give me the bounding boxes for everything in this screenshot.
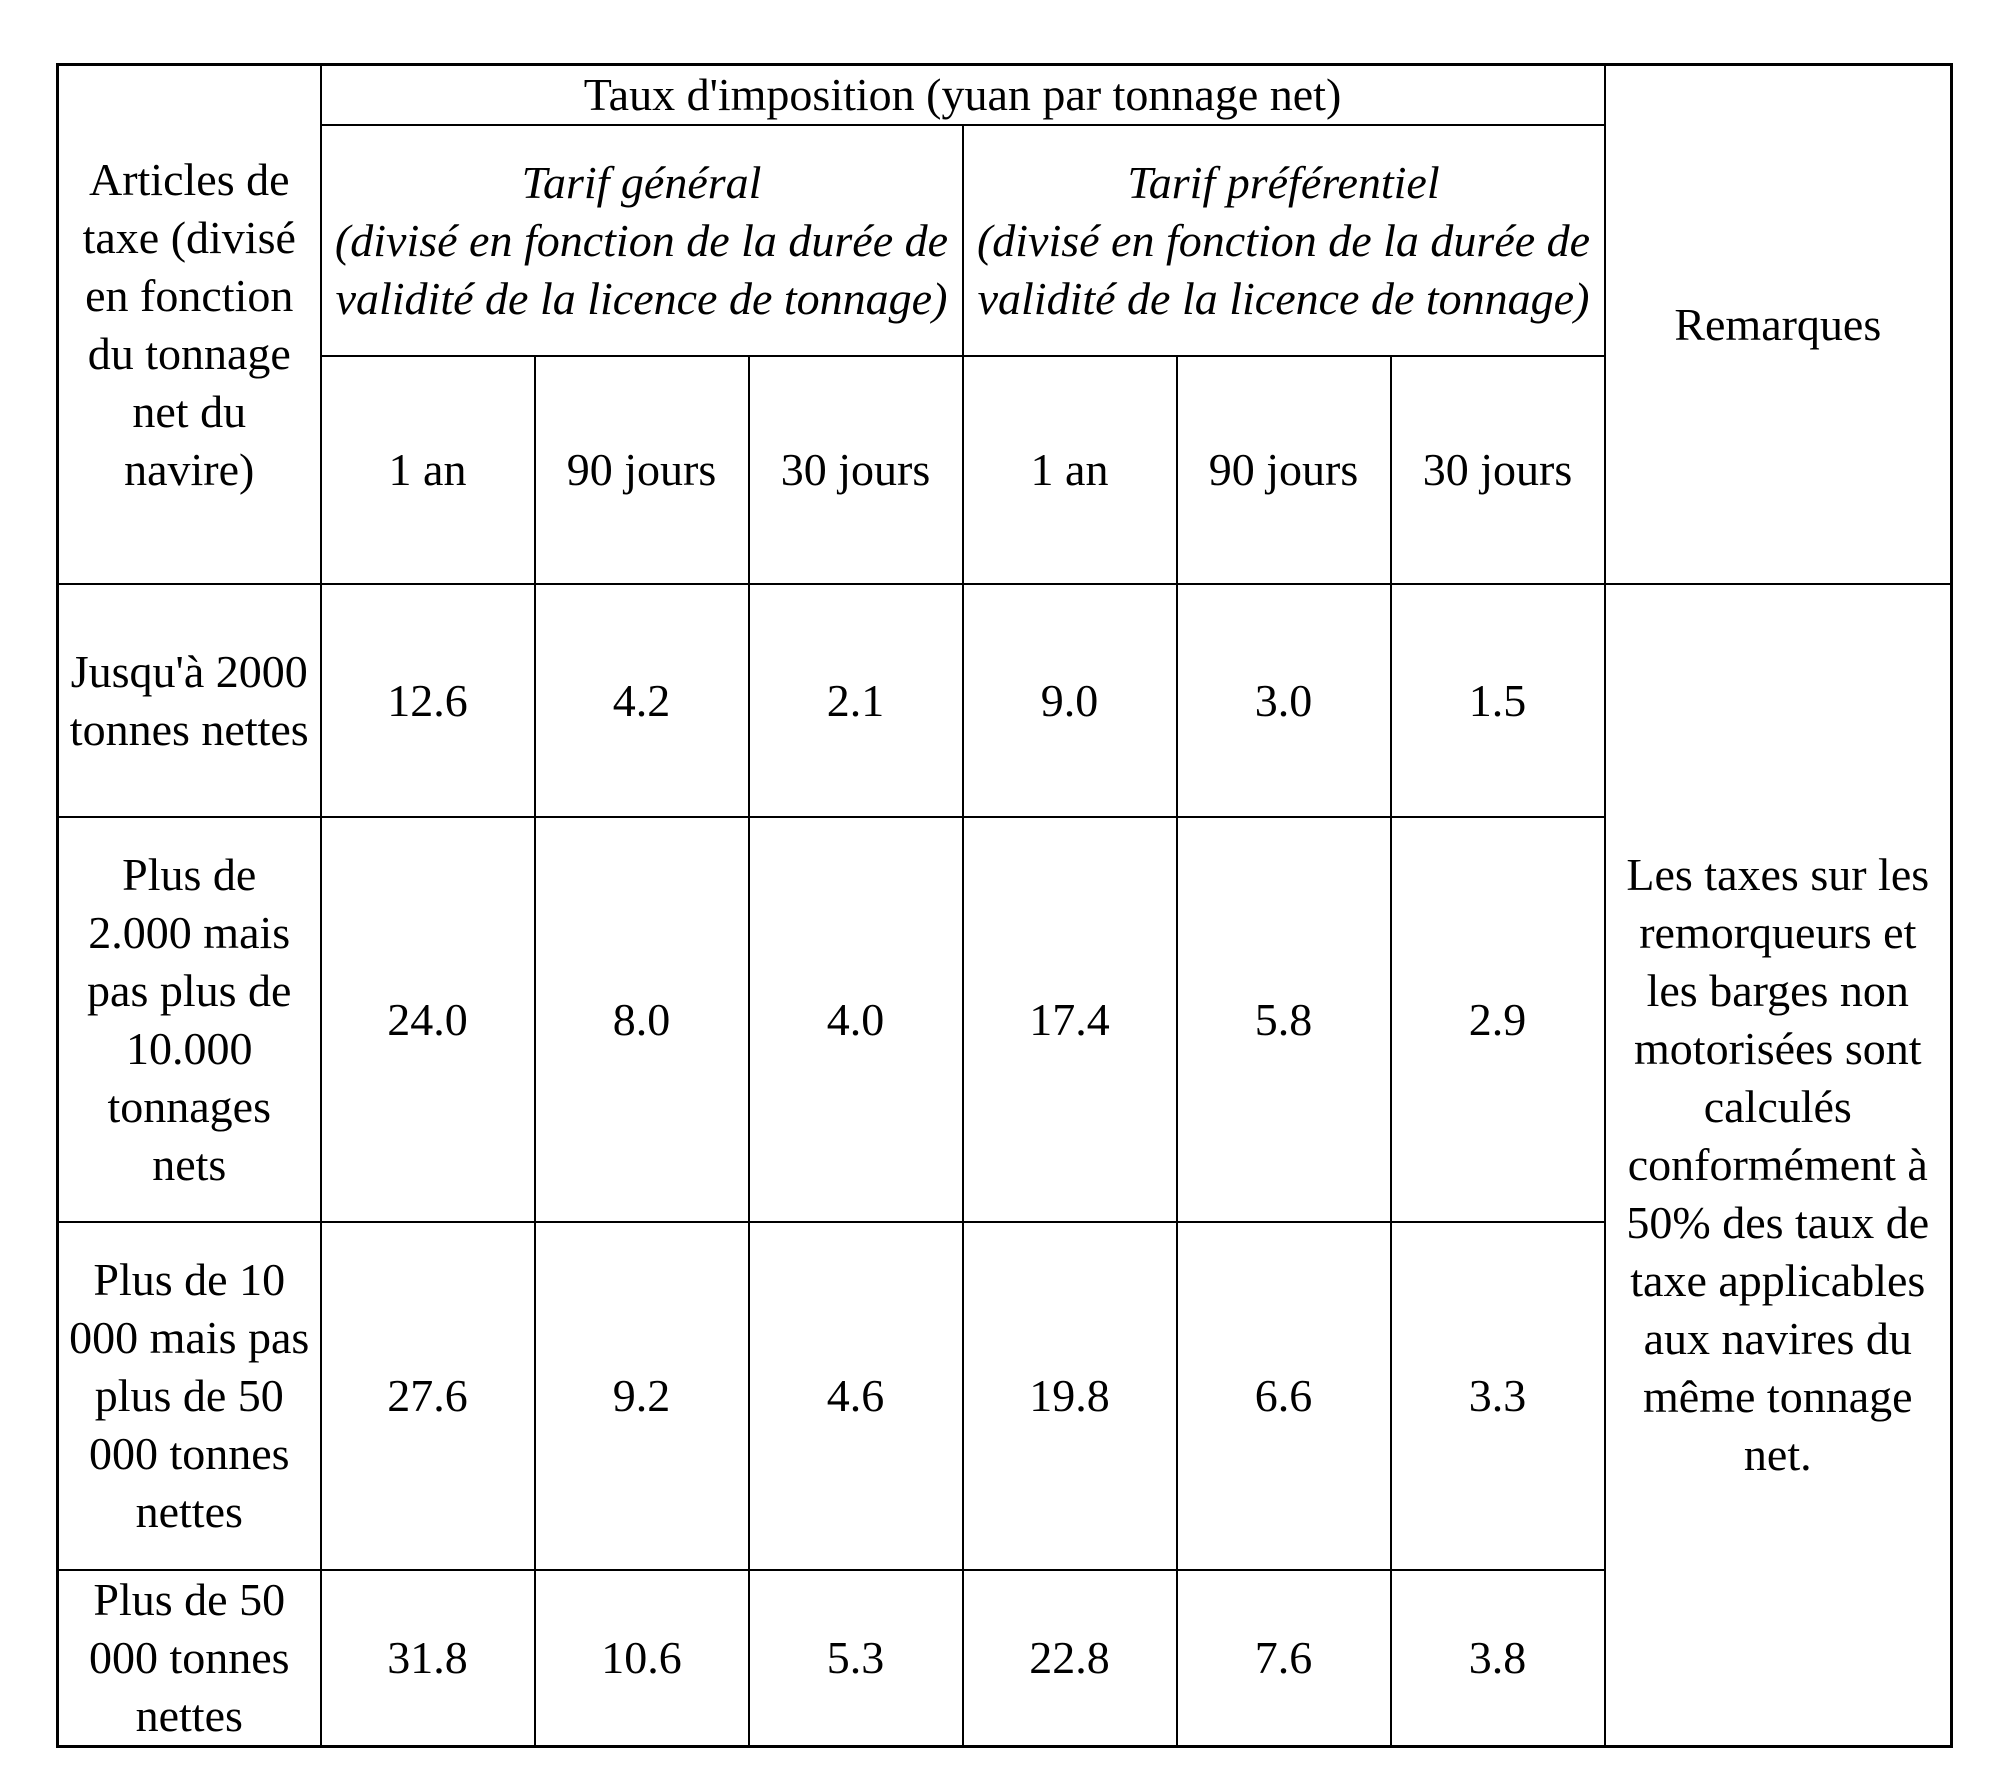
row-label: Jusqu'à 2000 tonnes nettes (58, 584, 321, 817)
articles-header: Articles de taxe (divisé en fonction du tonnage net du navire) (58, 65, 321, 585)
rate-cell: 12.6 (321, 584, 535, 817)
rate-cell: 5.8 (1177, 817, 1391, 1222)
rate-cell: 19.8 (963, 1222, 1177, 1570)
rate-cell: 27.6 (321, 1222, 535, 1570)
rate-cell: 9.0 (963, 584, 1177, 817)
tax-rate-header: Taux d'imposition (yuan par tonnage net) (321, 65, 1605, 126)
rate-cell: 7.6 (1177, 1570, 1391, 1747)
rate-cell: 17.4 (963, 817, 1177, 1222)
general-tariff-subtitle: (divisé en fonction de la durée de validité de la licence de tonnage) (334, 214, 949, 324)
period-preferential-90-days: 90 jours (1177, 356, 1391, 584)
preferential-tariff-title: Tarif préférentiel (1127, 156, 1440, 208)
period-general-1-year: 1 an (321, 356, 535, 584)
preferential-tariff-header (963, 125, 1605, 356)
rate-cell: 5.3 (749, 1570, 963, 1747)
table-row (58, 584, 1952, 817)
general-tariff-header (321, 125, 963, 356)
rate-cell: 4.2 (535, 584, 749, 817)
rate-cell: 3.0 (1177, 584, 1391, 817)
rate-cell: 3.3 (1391, 1222, 1605, 1570)
rate-cell: 4.0 (749, 817, 963, 1222)
period-general-30-days: 30 jours (749, 356, 963, 584)
remarks-header: Remarques (1605, 65, 1952, 585)
remark-text: Les taxes sur les remorqueurs et les barges non motorisées sont calculés conformément à 50% des taux de taxe applicables aux navires du même tonnage net. (1605, 584, 1952, 1747)
general-tariff-title: Tarif général (521, 156, 762, 208)
row-label: Plus de 50 000 tonnes nettes (58, 1570, 321, 1747)
rate-cell: 22.8 (963, 1570, 1177, 1747)
rate-cell: 2.1 (749, 584, 963, 817)
rate-cell: 24.0 (321, 817, 535, 1222)
rate-cell: 10.6 (535, 1570, 749, 1747)
period-general-90-days: 90 jours (535, 356, 749, 584)
rate-cell: 4.6 (749, 1222, 963, 1570)
preferential-tariff-subtitle: (divisé en fonction de la durée de validité de la licence de tonnage) (976, 214, 1591, 324)
period-preferential-1-year: 1 an (963, 356, 1177, 584)
rate-cell: 1.5 (1391, 584, 1605, 817)
rate-cell: 6.6 (1177, 1222, 1391, 1570)
rate-cell: 9.2 (535, 1222, 749, 1570)
rate-cell: 31.8 (321, 1570, 535, 1747)
tax-rate-table (56, 63, 1953, 1748)
rate-cell: 3.8 (1391, 1570, 1605, 1747)
rate-cell: 8.0 (535, 817, 749, 1222)
row-label: Plus de 10 000 mais pas plus de 50 000 tonnes nettes (58, 1222, 321, 1570)
period-preferential-30-days: 30 jours (1391, 356, 1605, 584)
rate-cell: 2.9 (1391, 817, 1605, 1222)
row-label: Plus de 2.000 mais pas plus de 10.000 tonnages nets (58, 817, 321, 1222)
header-row-1 (58, 65, 1952, 126)
